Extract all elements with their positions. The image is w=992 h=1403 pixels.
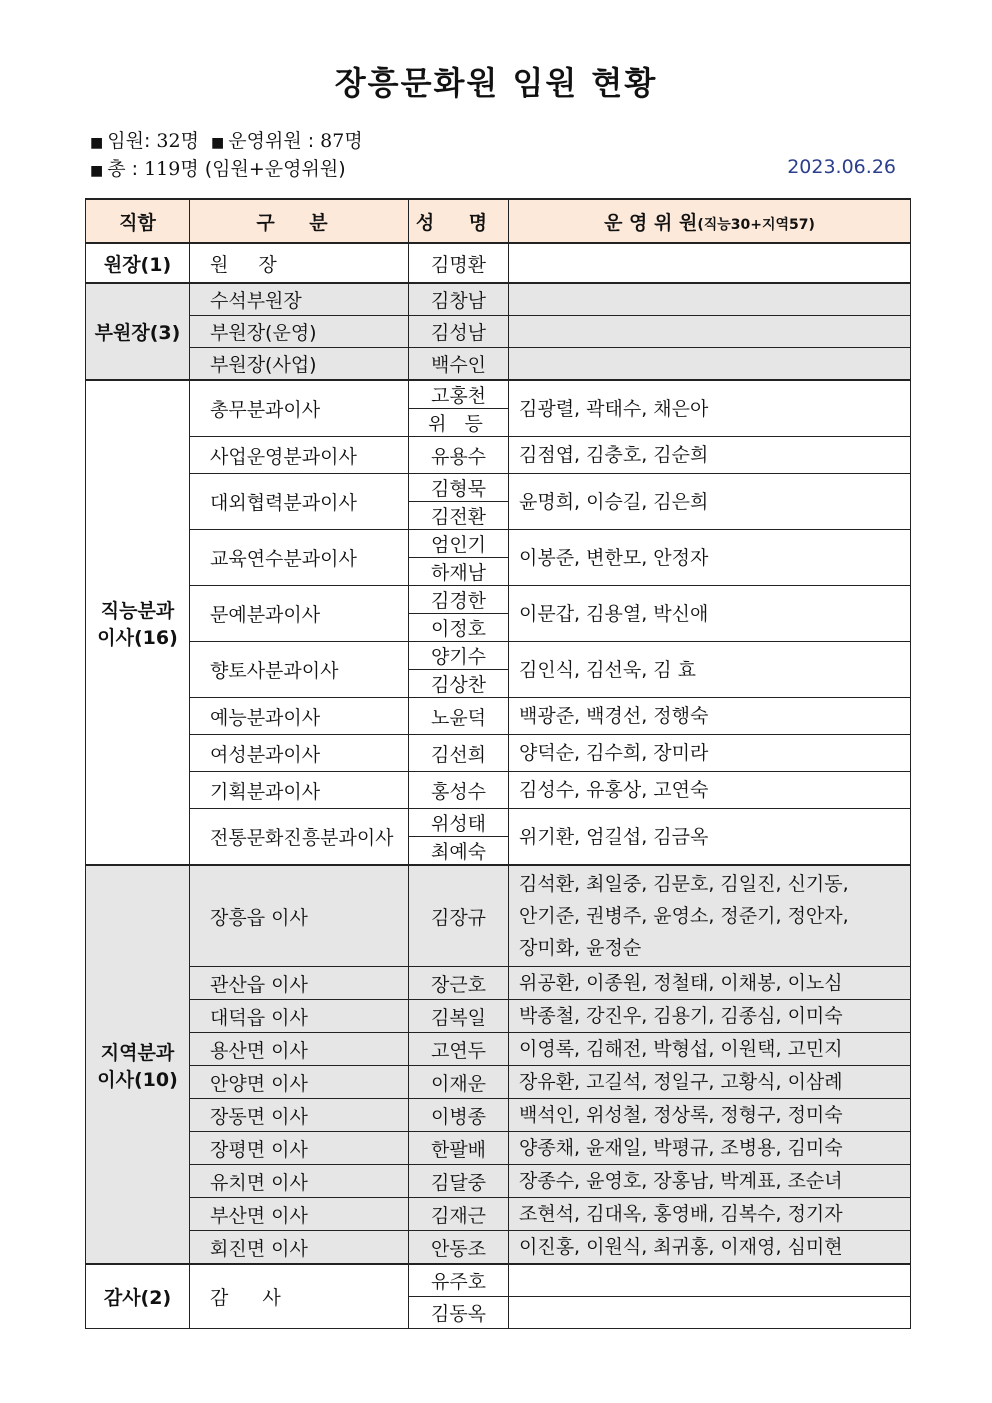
committee-unit: 명 (344, 130, 363, 152)
table-row (86, 348, 911, 381)
row-members (509, 1264, 911, 1297)
row-division: 장흥읍 이사 (190, 865, 409, 967)
table-row (86, 1198, 911, 1231)
table-row (86, 1132, 911, 1165)
row-division: 안양면 이사 (190, 1066, 409, 1099)
row-division: 수석부원장 (190, 283, 409, 316)
row-name: 김창남 (409, 283, 509, 316)
header-members-sub: (직능30+지역57) (697, 216, 815, 233)
row-name: 김경한 (409, 586, 509, 614)
summary-line-1 (90, 126, 363, 153)
row-members-line: 김석환, 최일중, 김문호, 김일진, 신기동, (519, 873, 849, 895)
row-members-line: 양종채, 윤재일, 박평규, 조병용, 김미숙 (519, 1137, 843, 1159)
total-label: 총 : (107, 158, 145, 180)
row-division: 장동면 이사 (190, 1099, 409, 1132)
table-row (86, 586, 911, 614)
row-name: 김복일 (409, 1000, 509, 1033)
row-members-line: 장미화, 윤정순 (519, 937, 642, 959)
bullet-square-icon: ■ (90, 163, 104, 179)
row-members-line: 이영록, 김해전, 박형섭, 이원택, 고민지 (519, 1038, 843, 1060)
table-row (86, 380, 911, 409)
row-division: 사업운영분과이사 (190, 437, 409, 474)
row-name: 김재근 (409, 1198, 509, 1231)
row-name: 최예숙 (409, 837, 509, 866)
row-members: 백광준, 백경선, 정행숙 (509, 698, 911, 735)
table-row (86, 316, 911, 348)
table-row (86, 474, 911, 502)
row-members (509, 1033, 911, 1066)
table-row (86, 1066, 911, 1099)
row-members (509, 1297, 911, 1329)
row-name: 위성태 (409, 809, 509, 837)
row-members-line: 조현석, 김대옥, 홍영배, 김복수, 정기자 (519, 1203, 843, 1225)
row-members: 이문갑, 김용열, 박신애 (509, 586, 911, 642)
table-row (86, 865, 911, 967)
row-name: 김장규 (409, 865, 509, 967)
row-name: 유용수 (409, 437, 509, 474)
row-division: 부산면 이사 (190, 1198, 409, 1231)
committee-label: 운영위원 : (228, 130, 321, 152)
committee-count: 87 (320, 130, 345, 152)
table-row (86, 967, 911, 1000)
table-row (86, 530, 911, 558)
row-members (509, 865, 911, 967)
row-members-line: 장종수, 윤영호, 장홍남, 박계표, 조순녀 (519, 1170, 843, 1192)
header-title: 직함 (86, 199, 190, 243)
row-members (509, 1099, 911, 1132)
row-name: 이재운 (409, 1066, 509, 1099)
row-name: 위 등 (409, 409, 509, 437)
officer-count: 32 (156, 130, 181, 152)
table-header-row (86, 199, 911, 243)
row-division: 장평면 이사 (190, 1132, 409, 1165)
row-name: 김명환 (409, 243, 509, 283)
row-members: 위기환, 엄길섭, 김금옥 (509, 809, 911, 866)
row-division: 기획분과이사 (190, 772, 409, 809)
row-division: 전통문화진흥분과이사 (190, 809, 409, 866)
row-name: 양기수 (409, 642, 509, 670)
row-division: 원 장 (190, 243, 409, 283)
row-name: 고홍천 (409, 380, 509, 409)
row-members-line: 위공환, 이종원, 정철태, 이채봉, 이노심 (519, 972, 843, 994)
table-row (86, 283, 911, 316)
row-name: 한팔배 (409, 1132, 509, 1165)
table-row (86, 1000, 911, 1033)
row-members (509, 283, 911, 316)
row-name: 하재남 (409, 558, 509, 586)
row-members: 김점엽, 김충호, 김순희 (509, 437, 911, 474)
row-name: 김상찬 (409, 670, 509, 698)
bullet-square-icon: ■ (211, 135, 225, 151)
row-name: 이정호 (409, 614, 509, 642)
row-members (509, 316, 911, 348)
table-row (86, 1033, 911, 1066)
row-members: 양덕순, 김수희, 장미라 (509, 735, 911, 772)
table-row (86, 772, 911, 809)
row-name: 고연두 (409, 1033, 509, 1066)
row-title-line: 지역분과 (100, 1041, 175, 1064)
row-members-line: 안기준, 권병주, 윤영소, 정준기, 정안자, (519, 905, 849, 927)
table-row (86, 437, 911, 474)
header-members (509, 199, 911, 243)
row-members: 윤명희, 이승길, 김은희 (509, 474, 911, 530)
row-members: 김인식, 김선욱, 김 효 (509, 642, 911, 698)
row-name: 이병종 (409, 1099, 509, 1132)
row-division: 대덕읍 이사 (190, 1000, 409, 1033)
row-division: 용산면 이사 (190, 1033, 409, 1066)
row-name: 안동조 (409, 1231, 509, 1265)
row-members-line: 이진홍, 이원식, 최귀홍, 이재영, 심미현 (519, 1236, 843, 1258)
row-members: 이봉준, 변한모, 안정자 (509, 530, 911, 586)
row-division: 감 사 (190, 1264, 409, 1329)
row-name: 백수인 (409, 348, 509, 381)
row-division: 부원장(사업) (190, 348, 409, 381)
header-name: 성 명 (409, 199, 509, 243)
bullet-square-icon: ■ (90, 135, 104, 151)
table-row (86, 1099, 911, 1132)
table-row (86, 243, 911, 283)
row-division: 총무분과이사 (190, 380, 409, 437)
row-members (509, 1066, 911, 1099)
table-row (86, 1264, 911, 1297)
summary-line-2 (90, 154, 346, 181)
table-row (86, 1231, 911, 1265)
document-date: 2023.06.26 (787, 156, 896, 178)
table-row (86, 1165, 911, 1198)
page-title: 장흥문화원 임원 현황 (334, 64, 658, 102)
row-name: 홍성수 (409, 772, 509, 809)
row-title-line: 이사(10) (97, 1068, 178, 1091)
row-title (86, 865, 190, 1264)
row-name: 김형묵 (409, 474, 509, 502)
row-name: 엄인기 (409, 530, 509, 558)
row-members (509, 1000, 911, 1033)
row-title-line: 이사(16) (97, 626, 178, 649)
table-row (86, 698, 911, 735)
total-unit: 명 (임원+운영위원) (180, 158, 346, 180)
row-members (509, 1231, 911, 1265)
row-members (509, 1198, 911, 1231)
row-division: 유치면 이사 (190, 1165, 409, 1198)
row-title: 감사(2) (86, 1264, 190, 1329)
row-division: 예능분과이사 (190, 698, 409, 735)
row-name: 김선희 (409, 735, 509, 772)
row-name: 노윤덕 (409, 698, 509, 735)
row-division: 향토사분과이사 (190, 642, 409, 698)
officer-label: 임원: (107, 130, 157, 152)
row-title: 부원장(3) (86, 283, 190, 380)
header-division: 구 분 (190, 199, 409, 243)
row-members (509, 967, 911, 1000)
table-row (86, 642, 911, 670)
row-members-line: 장유환, 고길석, 정일구, 고황식, 이삼례 (519, 1071, 843, 1093)
total-count: 119 (144, 158, 181, 180)
row-division: 교육연수분과이사 (190, 530, 409, 586)
row-members (509, 1165, 911, 1198)
row-members-line: 박종철, 강진우, 김용기, 김종심, 이미숙 (519, 1005, 843, 1027)
row-members: 김성수, 유홍상, 고연숙 (509, 772, 911, 809)
officers-table (85, 198, 911, 1329)
row-members (509, 348, 911, 381)
row-name: 유주호 (409, 1264, 509, 1297)
row-members (509, 1132, 911, 1165)
officer-unit: 명 (180, 130, 199, 152)
row-division: 대외협력분과이사 (190, 474, 409, 530)
row-name: 장근호 (409, 967, 509, 1000)
header-members-label: 운 영 위 원 (604, 211, 698, 234)
row-name: 김달중 (409, 1165, 509, 1198)
row-title (86, 380, 190, 865)
row-members: 김광렬, 곽태수, 채은아 (509, 380, 911, 437)
row-name: 김전환 (409, 502, 509, 530)
row-name: 김성남 (409, 316, 509, 348)
row-division: 여성분과이사 (190, 735, 409, 772)
row-members-line: 백석인, 위성철, 정상록, 정형구, 정미숙 (519, 1104, 843, 1126)
row-title: 원장(1) (86, 243, 190, 283)
row-members (509, 243, 911, 283)
row-title-line: 직능분과 (100, 599, 175, 622)
row-division: 문예분과이사 (190, 586, 409, 642)
row-division: 관산읍 이사 (190, 967, 409, 1000)
table-row (86, 735, 911, 772)
table-row (86, 809, 911, 837)
row-name: 김동옥 (409, 1297, 509, 1329)
row-division: 부원장(운영) (190, 316, 409, 348)
row-division: 회진면 이사 (190, 1231, 409, 1265)
